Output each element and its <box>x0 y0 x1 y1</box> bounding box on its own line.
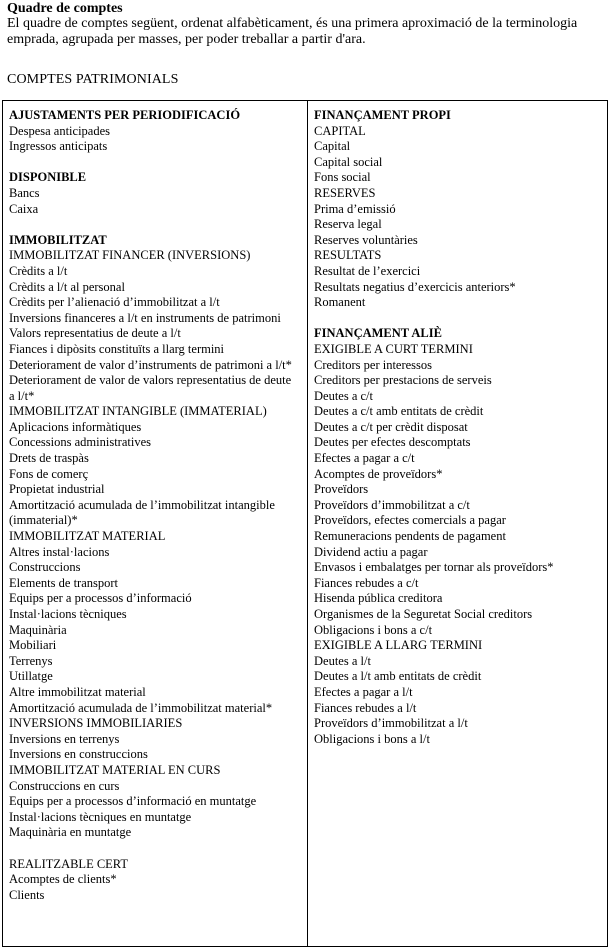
subgroup-title: IMMOBILITZAT MATERIAL EN CURS <box>9 762 221 777</box>
list-item: Creditors per prestacions de serveis <box>314 373 492 388</box>
list-item: Deteriorament de valor d’instruments de patrimoni a l/t* <box>9 357 292 372</box>
list-item: Fiances rebudes a l/t <box>314 700 417 715</box>
list-item: Utillatge <box>9 669 53 684</box>
list-item: Ingressos anticipats <box>9 139 108 154</box>
list-item: Crèdits a l/t al personal <box>9 279 125 294</box>
list-item: Caixa <box>9 201 39 216</box>
list-item: Organismes de la Seguretat Social creditors <box>314 607 533 621</box>
list-item: Deutes a l/t <box>314 653 371 668</box>
list-item: Deutes per efectes descomptats <box>314 435 471 450</box>
list-item: Capital <box>314 139 351 154</box>
list-item: Inversions financeres a l/t en instruments de patrimoni <box>9 310 281 325</box>
group-header: FINANÇAMENT PROPI <box>314 108 451 122</box>
list-item: Inversions en terrenys <box>9 731 120 746</box>
list-item: Efectes a pagar a l/t <box>314 684 413 699</box>
list-item: Maquinària en muntatge <box>9 825 132 840</box>
list-item: Creditors per interessos <box>314 357 433 372</box>
list-item: Altres instal·lacions <box>9 544 110 559</box>
list-item: Drets de traspàs <box>9 451 89 466</box>
list-item: Proveïdors <box>314 482 369 497</box>
subgroup-title: EXIGIBLE A LLARG TERMINI <box>314 638 483 653</box>
list-item: Romanent <box>314 295 366 310</box>
list-item: Resultats negatius d’exercicis anteriors* <box>314 279 516 294</box>
list-item: Aplicacions informàtiques <box>9 419 142 434</box>
list-item: Deutes a l/t amb entitats de crèdit <box>314 669 482 684</box>
list-item: Acomptes de clients* <box>9 872 117 887</box>
accounts-table <box>2 100 608 947</box>
subgroup-title: IMMOBILITZAT MATERIAL <box>9 529 166 544</box>
list-item: Proveïdors, efectes comercials a pagar <box>314 513 506 528</box>
list-item: Deutes a c/t <box>314 388 374 403</box>
subgroup-title: EXIGIBLE A CURT TERMINI <box>314 341 473 356</box>
list-item: Construccions en curs <box>9 778 120 793</box>
list-item: Acomptes de proveïdors* <box>314 466 443 481</box>
group-header: AJUSTAMENTS PER PERIODIFICACIÓ <box>9 108 241 122</box>
list-item: Dividend actiu a pagar <box>314 544 428 559</box>
subgroup-title: CAPITAL <box>314 123 366 138</box>
left-column <box>3 101 308 946</box>
list-item: Deteriorament de valor de valors representatius de deute a l/t* <box>9 373 292 403</box>
section-heading: COMPTES PATRIMONIALS <box>7 72 179 87</box>
list-item: Reserva legal <box>314 217 382 232</box>
list-item: Prima d’emissió <box>314 201 396 216</box>
list-item: Instal·lacions tècniques <box>9 607 127 621</box>
list-item: Equips per a processos d’informació en muntatge <box>9 794 257 809</box>
list-item: Propietat industrial <box>9 482 105 497</box>
list-item: Mobiliari <box>9 638 57 653</box>
list-item: Fons de comerç <box>9 466 89 481</box>
subgroup-title: RESULTATS <box>314 248 382 263</box>
subgroup-title: RESERVES <box>314 185 376 200</box>
list-item: Elements de transport <box>9 575 118 590</box>
list-item: Inversions en construccions <box>9 747 148 762</box>
list-item: Reserves voluntàries <box>314 232 418 247</box>
list-item: Amortització acumulada de l’immobilitzat intangible (immaterial)* <box>9 497 275 528</box>
list-item: Amortització acumulada de l’immobilitzat material* <box>9 700 273 715</box>
page-title: Quadre de comptes <box>7 1 123 16</box>
list-item: Despesa anticipades <box>9 123 111 138</box>
list-item: Proveïdors d’immobilitzat a l/t <box>314 716 468 731</box>
subgroup-title: IMMOBILITZAT INTANGIBLE (IMMATERIAL) <box>9 404 267 419</box>
list-item: Fiances i dipòsits constituïts a llarg termini <box>9 341 225 356</box>
right-column <box>308 101 607 946</box>
list-item: Altre immobilitzat material <box>9 684 146 699</box>
group-header: IMMOBILITZAT <box>9 232 107 247</box>
list-item: Resultat de l’exercici <box>314 263 421 278</box>
list-item: Bancs <box>9 185 40 200</box>
list-item: Terrenys <box>9 653 53 668</box>
intro-paragraph: El quadre de comptes següent, ordenat alfabèticament, és una primera aproximació de la terminologia emprada, agrupada per masses, per poder treballar a partir d'ara. <box>7 16 578 47</box>
list-item: Efectes a pagar a c/t <box>314 451 415 466</box>
group-header: FINANÇAMENT ALIÈ <box>314 326 442 341</box>
list-item: Deutes a c/t per crèdit disposat <box>314 419 468 434</box>
list-item: Fiances rebudes a c/t <box>314 575 419 590</box>
subgroup-title: IMMOBILITZAT FINANCER (INVERSIONS) <box>9 248 251 263</box>
group-header: DISPONIBLE <box>9 170 87 185</box>
list-item: Remuneracions pendents de pagament <box>314 529 506 544</box>
list-item: Envasos i embalatges per tornar als proveïdors* <box>314 560 554 575</box>
list-item: Crèdits a l/t <box>9 263 68 278</box>
subgroup-title: INVERSIONS IMMOBILIARIES <box>9 716 183 731</box>
list-item: Instal·lacions tècniques en muntatge <box>9 809 192 824</box>
list-item: Equips per a processos d’informació <box>9 591 192 606</box>
list-item: Hisenda pública creditora <box>314 591 443 606</box>
list-item: Capital social <box>314 154 383 169</box>
group-header: REALITZABLE CERT <box>9 856 129 871</box>
list-item: Construccions <box>9 560 81 575</box>
list-item: Deutes a c/t amb entitats de crèdit <box>314 404 484 419</box>
list-item: Concessions administratives <box>9 435 151 450</box>
list-item: Clients <box>9 887 45 902</box>
list-item: Maquinària <box>9 622 67 637</box>
list-item: Obligacions i bons a l/t <box>314 731 430 746</box>
list-item: Valors representatius de deute a l/t <box>9 326 181 341</box>
list-item: Crèdits per l’alienació d’immobilitzat a l/t <box>9 295 220 310</box>
list-item: Obligacions i bons a c/t <box>314 622 433 637</box>
list-item: Fons social <box>314 170 371 185</box>
list-item: Proveïdors d’immobilitzat a c/t <box>314 497 470 512</box>
